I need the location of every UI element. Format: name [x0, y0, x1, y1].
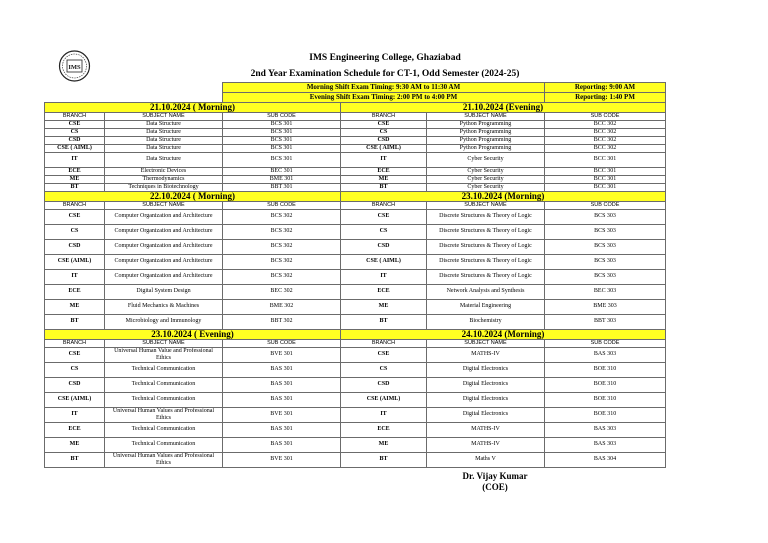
col-header-sub-code: SUB CODE	[545, 201, 666, 209]
table-row	[45, 175, 666, 183]
branch-cell: IT	[45, 152, 105, 167]
subject-cell: Python Programming	[427, 120, 545, 128]
subcode-cell: BCS 303	[545, 239, 666, 254]
subject-cell: Technical Communication	[105, 362, 223, 377]
subject-cell: Discrete Structures & Theory of Logic	[427, 269, 545, 284]
table-row	[45, 347, 666, 362]
college-name: IMS Engineering College, Ghaziabad	[309, 52, 461, 63]
subcode-cell: BCS 302	[223, 209, 341, 224]
col-header-branch: BRANCH	[45, 339, 105, 347]
column-header-row	[45, 201, 666, 209]
subcode-cell: BCC 301	[545, 167, 666, 175]
reporting-morning: Reporting: 9:00 AM	[545, 82, 666, 92]
subject-cell: MATHS-IV	[427, 437, 545, 452]
branch-cell: CSE	[341, 120, 427, 128]
branch-cell: CS	[45, 224, 105, 239]
subject-cell: Techniques in Biotechnology	[105, 183, 223, 191]
branch-cell: IT	[45, 407, 105, 422]
exam-date-left: 21.10.2024 ( Morning)	[45, 102, 341, 112]
college-logo	[56, 50, 93, 82]
subject-cell: Digital Electronics	[427, 362, 545, 377]
subcode-cell: BCS 302	[223, 269, 341, 284]
exam-date-right: 24.10.2024 (Morning)	[341, 329, 666, 339]
subcode-cell: BCS 302	[223, 239, 341, 254]
branch-cell: BT	[341, 183, 427, 191]
subcode-cell: BME 303	[545, 299, 666, 314]
subcode-cell: BCS 303	[545, 224, 666, 239]
exam-date-right: 21.10.2024 (Evening)	[341, 102, 666, 112]
col-header-subject-name: SUBJECT NAME	[105, 201, 223, 209]
subject-cell: Electronic Devices	[105, 167, 223, 175]
branch-cell: CSD	[45, 136, 105, 144]
logo-text: IMS	[68, 64, 81, 71]
branch-cell: IT	[341, 152, 427, 167]
subject-cell: MATHS-IV	[427, 347, 545, 362]
subject-cell: Data Structure	[105, 128, 223, 136]
table-row	[45, 167, 666, 175]
branch-cell: CSE	[45, 120, 105, 128]
subject-cell: Digital System Design	[105, 284, 223, 299]
col-header-branch: BRANCH	[45, 112, 105, 120]
subject-cell: Technical Communication	[105, 377, 223, 392]
table-row	[45, 269, 666, 284]
schedule-title: 2nd Year Examination Schedule for CT-1, Odd Semester (2024-25)	[250, 68, 520, 79]
branch-cell: CS	[341, 128, 427, 136]
subject-cell: Digital Electronics	[427, 392, 545, 407]
branch-cell: CSE	[341, 347, 427, 362]
branch-cell: CSD	[341, 136, 427, 144]
branch-cell: CSD	[45, 239, 105, 254]
column-header-row	[45, 339, 666, 347]
branch-cell: BT	[341, 452, 427, 467]
timing-spacer	[45, 92, 223, 102]
subcode-cell: BAS 304	[545, 452, 666, 467]
table-row	[45, 224, 666, 239]
subject-cell: Cyber Security	[427, 167, 545, 175]
subcode-cell: BCS 301	[223, 128, 341, 136]
branch-cell: CSE (AIML)	[341, 392, 427, 407]
subject-cell: Computer Organization and Architecture	[105, 269, 223, 284]
branch-cell: ME	[341, 437, 427, 452]
branch-cell: CSE ( AIML)	[45, 144, 105, 152]
branch-cell: IT	[341, 407, 427, 422]
table-row	[45, 284, 666, 299]
subcode-cell: BCC 301	[545, 175, 666, 183]
date-row	[45, 329, 666, 339]
signature-block	[420, 471, 570, 493]
subject-cell: Technical Communication	[105, 422, 223, 437]
subject-cell: Network Analysis and Synthesis	[427, 284, 545, 299]
col-header-sub-code: SUB CODE	[223, 339, 341, 347]
subcode-cell: BCS 302	[223, 224, 341, 239]
branch-cell: BT	[45, 452, 105, 467]
branch-cell: CSE (AIML)	[45, 392, 105, 407]
subcode-cell: BCC 301	[545, 152, 666, 167]
branch-cell: CS	[341, 224, 427, 239]
branch-cell: ECE	[45, 284, 105, 299]
branch-cell: ECE	[341, 284, 427, 299]
branch-cell: ME	[45, 299, 105, 314]
subcode-cell: BCS 301	[223, 120, 341, 128]
subject-cell: Maths V	[427, 452, 545, 467]
subcode-cell: BAS 301	[223, 437, 341, 452]
subject-cell: Technical Communication	[105, 392, 223, 407]
table-row	[45, 128, 666, 136]
table-row	[45, 152, 666, 167]
branch-cell: ECE	[341, 422, 427, 437]
exam-date-left: 23.10.2024 ( Evening)	[45, 329, 341, 339]
table-row	[45, 437, 666, 452]
subcode-cell: BCC 302	[545, 136, 666, 144]
subject-cell: Cyber Security	[427, 152, 545, 167]
subcode-cell: BVE 301	[223, 452, 341, 467]
table-row	[45, 136, 666, 144]
subject-cell: Cyber Security	[427, 183, 545, 191]
subcode-cell: BBT 301	[223, 183, 341, 191]
signatory-title: (COE)	[482, 482, 508, 492]
branch-cell: ECE	[341, 167, 427, 175]
table-row	[45, 254, 666, 269]
branch-cell: ME	[45, 437, 105, 452]
subject-cell: Computer Organization and Architecture	[105, 209, 223, 224]
branch-cell: ECE	[45, 167, 105, 175]
branch-cell: CSE (AIML)	[45, 254, 105, 269]
subject-cell: Technical Communication	[105, 437, 223, 452]
subcode-cell: BOE 310	[545, 362, 666, 377]
subcode-cell: BAS 301	[223, 422, 341, 437]
table-row	[45, 362, 666, 377]
col-header-branch: BRANCH	[45, 201, 105, 209]
column-header-row	[45, 112, 666, 120]
subject-cell: Material Engineering	[427, 299, 545, 314]
subject-cell: Biochemistry	[427, 314, 545, 329]
branch-cell: CS	[341, 362, 427, 377]
subcode-cell: BOE 310	[545, 407, 666, 422]
college-logo-icon	[56, 50, 93, 82]
branch-cell: BT	[45, 183, 105, 191]
subject-cell: Computer Organization and Architecture	[105, 254, 223, 269]
subcode-cell: BVE 301	[223, 347, 341, 362]
col-header-branch: BRANCH	[341, 112, 427, 120]
subcode-cell: BAS 303	[545, 347, 666, 362]
table-row	[45, 144, 666, 152]
col-header-sub-code: SUB CODE	[223, 112, 341, 120]
subject-cell: Discrete Structures & Theory of Logic	[427, 224, 545, 239]
subject-cell: Discrete Structures & Theory of Logic	[427, 254, 545, 269]
subcode-cell: BCS 303	[545, 209, 666, 224]
col-header-branch: BRANCH	[341, 201, 427, 209]
subcode-cell: BBT 302	[223, 314, 341, 329]
subcode-cell: BCS 303	[545, 269, 666, 284]
subcode-cell: BCS 303	[545, 254, 666, 269]
table-row	[45, 209, 666, 224]
branch-cell: CSE	[45, 347, 105, 362]
subject-cell: Data Structure	[105, 136, 223, 144]
branch-cell: BT	[45, 314, 105, 329]
subject-cell: Data Structure	[105, 120, 223, 128]
subcode-cell: BAS 301	[223, 377, 341, 392]
branch-cell: ECE	[45, 422, 105, 437]
subcode-cell: BME 302	[223, 299, 341, 314]
subject-cell: Digital Electronics	[427, 407, 545, 422]
branch-cell: CSE ( AIML)	[341, 254, 427, 269]
subcode-cell: BCS 301	[223, 144, 341, 152]
subject-cell: Microbiology and Immunology	[105, 314, 223, 329]
subcode-cell: BOE 310	[545, 377, 666, 392]
table-row	[45, 407, 666, 422]
subject-cell: Digital Electronics	[427, 377, 545, 392]
subject-cell: Thermodynamics	[105, 175, 223, 183]
branch-cell: IT	[45, 269, 105, 284]
col-header-subject-name: SUBJECT NAME	[427, 112, 545, 120]
col-header-subject-name: SUBJECT NAME	[427, 339, 545, 347]
subcode-cell: BBT 303	[545, 314, 666, 329]
subcode-cell: BVE 301	[223, 407, 341, 422]
subject-cell: Python Programming	[427, 144, 545, 152]
table-row	[45, 392, 666, 407]
col-header-sub-code: SUB CODE	[545, 112, 666, 120]
col-header-sub-code: SUB CODE	[545, 339, 666, 347]
date-row	[45, 102, 666, 112]
subcode-cell: BCS 301	[223, 136, 341, 144]
signatory-name: Dr. Vijay Kumar	[462, 471, 528, 481]
col-header-sub-code: SUB CODE	[223, 201, 341, 209]
exam-date-left: 22.10.2024 ( Morning)	[45, 191, 341, 201]
branch-cell: CS	[45, 362, 105, 377]
subcode-cell: BCS 301	[223, 152, 341, 167]
col-header-subject-name: SUBJECT NAME	[427, 201, 545, 209]
branch-cell: CSD	[341, 377, 427, 392]
table-row	[45, 422, 666, 437]
subcode-cell: BCC 302	[545, 144, 666, 152]
subcode-cell: BAS 303	[545, 422, 666, 437]
reporting-evening: Reporting: 1:40 PM	[545, 92, 666, 102]
branch-cell: CSE	[45, 209, 105, 224]
subject-cell: Universal Human Values and Professional Ethics	[105, 452, 223, 467]
table-row	[45, 377, 666, 392]
exam-schedule-table	[44, 50, 666, 468]
subject-cell: Fluid Mechanics & Machines	[105, 299, 223, 314]
table-row	[45, 314, 666, 329]
branch-cell: CSE	[341, 209, 427, 224]
exam-date-right: 23.10.2024 (Morning)	[341, 191, 666, 201]
logo-cell	[45, 50, 105, 82]
branch-cell: CSE ( AIML)	[341, 144, 427, 152]
subject-cell: Computer Organization and Architecture	[105, 239, 223, 254]
branch-cell: CSD	[45, 377, 105, 392]
subcode-cell: BEC 303	[545, 284, 666, 299]
table-row	[45, 183, 666, 191]
subcode-cell: BAS 301	[223, 392, 341, 407]
subject-cell: Data Structure	[105, 144, 223, 152]
table-row	[45, 239, 666, 254]
date-row	[45, 191, 666, 201]
subcode-cell: BCC 302	[545, 120, 666, 128]
subcode-cell: BAS 301	[223, 362, 341, 377]
branch-cell: BT	[341, 314, 427, 329]
col-header-subject-name: SUBJECT NAME	[105, 339, 223, 347]
col-header-branch: BRANCH	[341, 339, 427, 347]
table-row	[45, 452, 666, 467]
subcode-cell: BCC 302	[545, 128, 666, 136]
branch-cell: CS	[45, 128, 105, 136]
subcode-cell: BEC 301	[223, 167, 341, 175]
subject-cell: MATHS-IV	[427, 422, 545, 437]
branch-cell: ME	[341, 175, 427, 183]
subject-cell: Computer Organization and Architecture	[105, 224, 223, 239]
subcode-cell: BAS 303	[545, 437, 666, 452]
subject-cell: Data Structure	[105, 152, 223, 167]
col-header-subject-name: SUBJECT NAME	[105, 112, 223, 120]
subject-cell: Python Programming	[427, 128, 545, 136]
subject-cell: Universal Human Value and Professional Ethics	[105, 347, 223, 362]
subject-cell: Cyber Security	[427, 175, 545, 183]
subcode-cell: BME 301	[223, 175, 341, 183]
table-row	[45, 120, 666, 128]
branch-cell: ME	[341, 299, 427, 314]
branch-cell: IT	[341, 269, 427, 284]
subcode-cell: BEC 302	[223, 284, 341, 299]
timing-spacer	[45, 82, 223, 92]
subject-cell: Discrete Structures & Theory of Logic	[427, 209, 545, 224]
subcode-cell: BCS 302	[223, 254, 341, 269]
subject-cell: Python Programming	[427, 136, 545, 144]
branch-cell: ME	[45, 175, 105, 183]
morning-timing: Morning Shift Exam Timing: 9:30 AM to 11:30 AM	[223, 82, 545, 92]
subcode-cell: BOE 310	[545, 392, 666, 407]
evening-timing: Evening Shift Exam Timing: 2:00 PM to 4:00 PM	[223, 92, 545, 102]
branch-cell: CSD	[341, 239, 427, 254]
table-row	[45, 299, 666, 314]
subcode-cell: BCC 301	[545, 183, 666, 191]
subject-cell: Discrete Structures & Theory of Logic	[427, 239, 545, 254]
subject-cell: Universal Human Values and Professional Ethics	[105, 407, 223, 422]
